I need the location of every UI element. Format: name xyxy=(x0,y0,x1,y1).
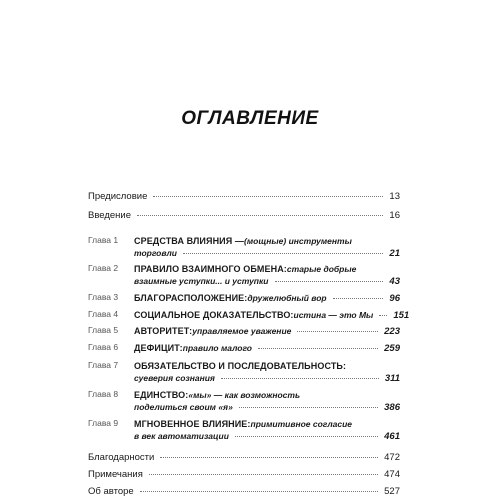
chapter-subtitle: (мощные) инструменты xyxy=(244,236,352,246)
dot-leader xyxy=(239,407,378,408)
toc-entry-about-author[interactable] xyxy=(88,486,400,498)
chapter-subtitle: старые добрые xyxy=(286,264,357,274)
entry-page: 474 xyxy=(384,469,400,480)
chapter-number: Глава 2 xyxy=(88,263,119,273)
dot-leader xyxy=(153,196,383,197)
toc-entry-introduction[interactable] xyxy=(88,210,400,222)
entry-page: 16 xyxy=(389,210,400,221)
chapter-number: Глава 4 xyxy=(88,309,119,319)
dot-leader xyxy=(149,474,378,475)
chapter-title: ПРАВИЛО ВЗАИМНОГО ОБМЕНА: xyxy=(134,264,287,274)
chapter-subtitle: правило малого xyxy=(182,343,252,353)
dot-leader xyxy=(160,457,378,458)
dot-leader xyxy=(379,315,387,316)
dot-leader xyxy=(275,281,384,282)
chapter-subtitle: торговли xyxy=(134,248,177,258)
entry-page: 259 xyxy=(384,343,400,354)
entry-page: 527 xyxy=(384,486,400,497)
chapter-title: ДЕФИЦИТ: xyxy=(134,343,183,353)
chapter-number: Глава 3 xyxy=(88,292,119,302)
chapter-title: СОЦИАЛЬНОЕ ДОКАЗАТЕЛЬСТВО: xyxy=(134,310,294,320)
chapter-title: АВТОРИТЕТ: xyxy=(134,326,193,336)
entry-page: 223 xyxy=(384,326,400,337)
chapter-number: Глава 1 xyxy=(88,235,119,245)
chapter-number: Глава 8 xyxy=(88,389,119,399)
chapter-title: ЕДИНСТВО: xyxy=(134,390,189,400)
chapter-number: Глава 7 xyxy=(88,360,119,370)
dot-leader xyxy=(235,436,378,437)
chapter-subtitle: взаимные уступки... и уступки xyxy=(134,276,269,286)
chapter-title: БЛАГОРАСПОЛОЖЕНИЕ: xyxy=(134,293,248,303)
entry-label: Предисловие xyxy=(88,191,148,202)
toc-entry-notes[interactable] xyxy=(88,469,400,481)
entry-page: 13 xyxy=(389,191,400,202)
entry-page: 43 xyxy=(389,276,400,287)
chapter-subtitle: управляемое уважение xyxy=(192,326,292,336)
chapter-title: МГНОВЕННОЕ ВЛИЯНИЕ: xyxy=(134,419,251,429)
dot-leader xyxy=(221,378,379,379)
entry-label: Об авторе xyxy=(88,486,134,497)
entry-page: 386 xyxy=(384,402,400,413)
dot-leader xyxy=(297,331,378,332)
entry-page: 151 xyxy=(393,310,410,321)
chapter-subtitle: дружелюбный вор xyxy=(247,293,327,303)
entry-page: 96 xyxy=(389,293,400,304)
chapter-number: Глава 6 xyxy=(88,342,119,352)
chapter-number: Глава 9 xyxy=(88,418,119,428)
entry-label: Благодарности xyxy=(88,452,155,463)
chapter-subtitle: поделиться своим «я» xyxy=(134,402,233,412)
entry-label: Введение xyxy=(88,210,132,221)
chapter-title: ОБЯЗАТЕЛЬСТВО И ПОСЛЕДОВАТЕЛЬНОСТЬ: xyxy=(134,361,347,371)
entry-page: 461 xyxy=(384,431,400,442)
dot-leader xyxy=(183,253,383,254)
chapter-subtitle: примитивное согласие xyxy=(250,419,352,429)
entry-page: 311 xyxy=(384,373,400,384)
entry-label: Примечания xyxy=(88,469,143,480)
chapter-subtitle: в век автоматизации xyxy=(134,431,229,441)
entry-page: 472 xyxy=(384,452,400,463)
dot-leader xyxy=(140,491,378,492)
chapter-subtitle: «мы» — как возможность xyxy=(188,390,301,400)
dot-leader xyxy=(137,215,383,216)
entry-page: 21 xyxy=(389,248,400,259)
dot-leader xyxy=(258,348,378,349)
dot-leader xyxy=(333,298,384,299)
chapter-subtitle: истина — это Мы xyxy=(293,310,374,320)
chapter-title: СРЕДСТВА ВЛИЯНИЯ — xyxy=(134,236,245,246)
chapter-number: Глава 5 xyxy=(88,325,119,335)
toc-title: ОГЛАВЛЕНИЕ xyxy=(181,108,319,129)
toc-entry-acknowledgements[interactable] xyxy=(88,452,400,464)
toc-entry-preface[interactable] xyxy=(88,191,400,203)
chapter-subtitle: суеверия сознания xyxy=(134,373,215,383)
